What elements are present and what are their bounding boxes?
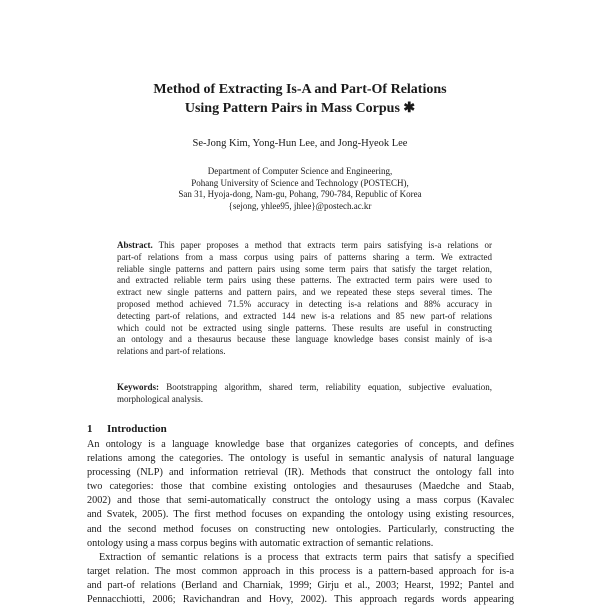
body-line: two categories: those that combine existing ontologies and thesauruses (Maedche and Staab, — [87, 481, 514, 493]
abstract — [117, 240, 492, 358]
keywords-line: morphological analysis. — [117, 393, 203, 404]
abstract-line: reliable single patterns and pattern pairs using some term pairs that satisfy the target relation, — [117, 263, 492, 274]
body-line: and part-of relations (Berland and Charniak, 1999; Girju et al., 2003; Hearst, 1992; Pantel and — [87, 579, 514, 591]
body-line: Pennacchiotti, 2006; Ravichandran and Hovy, 2002). This approach regards words appearing — [87, 594, 514, 606]
abstract-label: Abstract. — [117, 240, 153, 250]
abstract-line: Abstract. This paper proposes a method that extracts term pairs satisfying is-a relations or — [117, 240, 492, 250]
abstract-line: which could not be extracted using single patterns. These results are useful in constructing — [117, 322, 492, 333]
paper-title — [0, 80, 600, 118]
affiliation-line: Pohang University of Science and Technology (POSTECH), — [191, 177, 409, 188]
keywords-label: Keywords: — [117, 382, 159, 392]
email-line: {sejong, yhlee95, jhlee}@postech.ac.kr — [228, 200, 372, 211]
section-number: 1 — [87, 423, 93, 435]
affiliation-line: Department of Computer Science and Engineering, — [207, 166, 393, 176]
abstract-line: relations and part-of relations. — [117, 346, 226, 357]
abstract-line: proposed method achieved 71.5% accuracy in detecting is-a relations and 88% accuracy in — [117, 298, 492, 309]
body-line: and Svatek, 2005). The first method focuses on expanding the ontology using existing resources, — [87, 509, 514, 521]
title-line-2: Using Pattern Pairs in Mass Corpus ✱ — [184, 101, 416, 116]
body-line: Extraction of semantic relations is a process that extracts term pairs that satisfy a specified — [99, 551, 514, 563]
body-text — [87, 438, 514, 607]
abstract-line: extract new single patterns and pattern pairs, and we repeated these steps several times. The — [117, 287, 492, 298]
affiliation-line: San 31, Hyoja-dong, Nam-gu, Pohang, 790-784, Republic of Korea — [178, 189, 422, 200]
body-line: target relation. The most common approach in this process is a pattern-based approach for is-a — [87, 565, 514, 577]
keywords — [117, 382, 492, 406]
section-title: Introduction — [107, 423, 167, 435]
body-line: relations among the categories. The ontology is useful in semantic analysis of natural language — [87, 453, 514, 465]
keywords-line: Keywords: Bootstrapping algorithm, shared term, reliability equation, subjective evaluation, — [117, 382, 492, 392]
abstract-line: detecting part-of relations, and extracted 144 new is-a relations and 85 new part-of relations — [117, 310, 492, 321]
title-line-1: Method of Extracting Is-A and Part-Of Relations — [153, 82, 447, 97]
abstract-line: an ontology and a thesaurus because these language knowledge bases consist mainly of is-a — [117, 334, 492, 345]
body-line: and the second method focuses on constructing new ontologies. Particularly, constructing the — [87, 523, 514, 535]
body-line: An ontology is a language knowledge base that organizes categories of concepts, and defines — [87, 439, 514, 450]
abstract-line: part-of relations from a mass corpus using pairs of patterns sharing a term. We extracted — [117, 251, 492, 262]
body-line: ontology using a mass corpus begins with automatic extraction of semantic relations. — [87, 537, 434, 549]
body-line: 2002) and those that semi-automatically construct the ontology using a mass corpus (Kavalec — [87, 495, 514, 507]
affiliation-block — [0, 166, 600, 212]
body-line: processing (NLP) and information retrieval (IR). Methods that construct the ontology fall into — [87, 467, 514, 479]
abstract-line: and extracted reliable term pairs using these patterns. The extracted term pairs were used to — [117, 275, 492, 286]
section-heading — [87, 422, 167, 436]
author-list: Se-Jong Kim, Yong-Hun Lee, and Jong-Hyeok Lee — [192, 138, 408, 149]
